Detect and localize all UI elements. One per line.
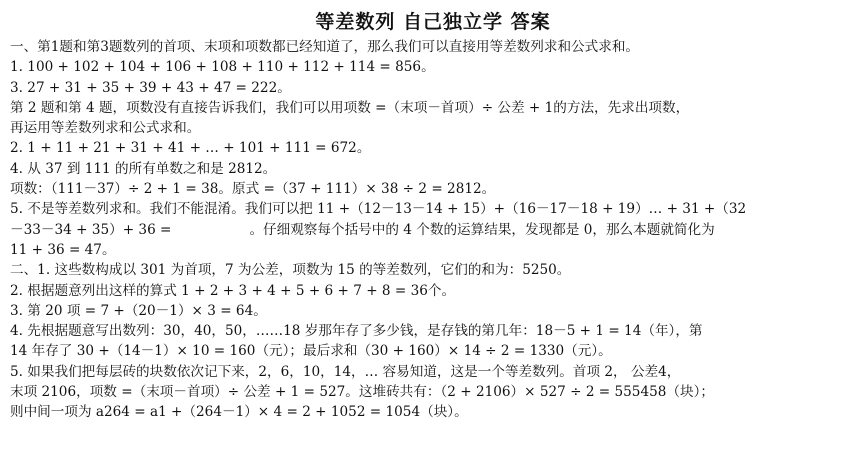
text-line-18: 末项 2106，项数 =（末项－首项）÷ 公差 + 1 = 527。这堆砖共有：（2 + 2106）× 527 ÷ 2 = 555458（块）； — [10, 384, 714, 401]
text-line-14: 3. 第 20 项 = 7 +（20－1）× 3 = 64。 — [10, 302, 267, 319]
text-line-4: 第 2 题和第 4 题，项数没有直接告诉我们，我们可以用项数 =（末项－首项）÷ 公差 + 1的方法，先求出项数， — [10, 99, 690, 116]
text-line-13: 2. 根据题意列出这样的算式 1 + 2 + 3 + 4 + 5 + 6 + 7 + 8 = 36个。 — [10, 282, 456, 299]
text-line-16: 14 年存了 30 +（14－1）× 10 = 160（元）；最后求和（30 + 160）× 14 ÷ 2 = 1330（元）。 — [10, 343, 612, 360]
text-line-1: 一、第1题和第3题数列的首项、末项和项数都已经知道了，那么我们可以直接用等差数列求和公式求和。 — [10, 39, 640, 55]
text-line-17: 5. 如果我们把每层砖的块数依次记下来，2，6，10，14，… 容易知道，这是一个等差数列。首项 2， 公差4， — [10, 363, 681, 380]
text-line-19: 则中间一项为 a264 = a1 +（264－1）× 4 = 2 + 1052 = 1054（块）。 — [10, 404, 468, 421]
text-line-2: 1. 100 + 102 + 104 + 106 + 108 + 110 + 112 + 114 = 856。 — [10, 59, 435, 76]
text-line-6: 2. 1 + 11 + 21 + 31 + 41 + … + 101 + 111 = 672。 — [10, 140, 371, 157]
text-line-9: 5. 不是等差数列求和。我们不能混淆。我们可以把 11 +（12－13－14 + 15）+（16－17－18 + 19）… + 31 +（32 — [10, 201, 747, 218]
text-line-8: 项数：（111－37）÷ 2 + 1 = 38。原式 =（37 + 111）× 38 ÷ 2 = 2812。 — [10, 181, 496, 198]
answer-body — [10, 37, 856, 423]
text-line-11: 11 + 36 = 47。 — [10, 241, 116, 258]
text-line-10-start: －33－34 + 35）+ 36 = — [10, 221, 172, 238]
text-line-10-end: 。仔细观察每个括号中的 4 个数的运算结果，发现都是 0，那么本题就简化为 — [249, 221, 715, 238]
text-line-7: 4. 从 37 到 111 的所有单数之和是 2812。 — [10, 160, 277, 177]
page-title: 等差数列 自己独立学 答案 — [315, 11, 551, 33]
text-line-5: 再运用等差数列求和公式求和。 — [10, 120, 201, 137]
text-line-10 — [10, 220, 856, 240]
text-line-12: 二、1. 这些数构成以 301 为首项，7 为公差，项数为 15 的等差数列，它们的和为：5250。 — [10, 262, 571, 279]
text-line-3: 3. 27 + 31 + 35 + 39 + 43 + 47 = 222。 — [10, 79, 291, 96]
text-line-15: 4. 先根据题意写出数列：30，40，50，……18 岁那年存了多少钱，是存钱的第几年：18－5 + 1 = 14（年），第 — [10, 323, 703, 340]
